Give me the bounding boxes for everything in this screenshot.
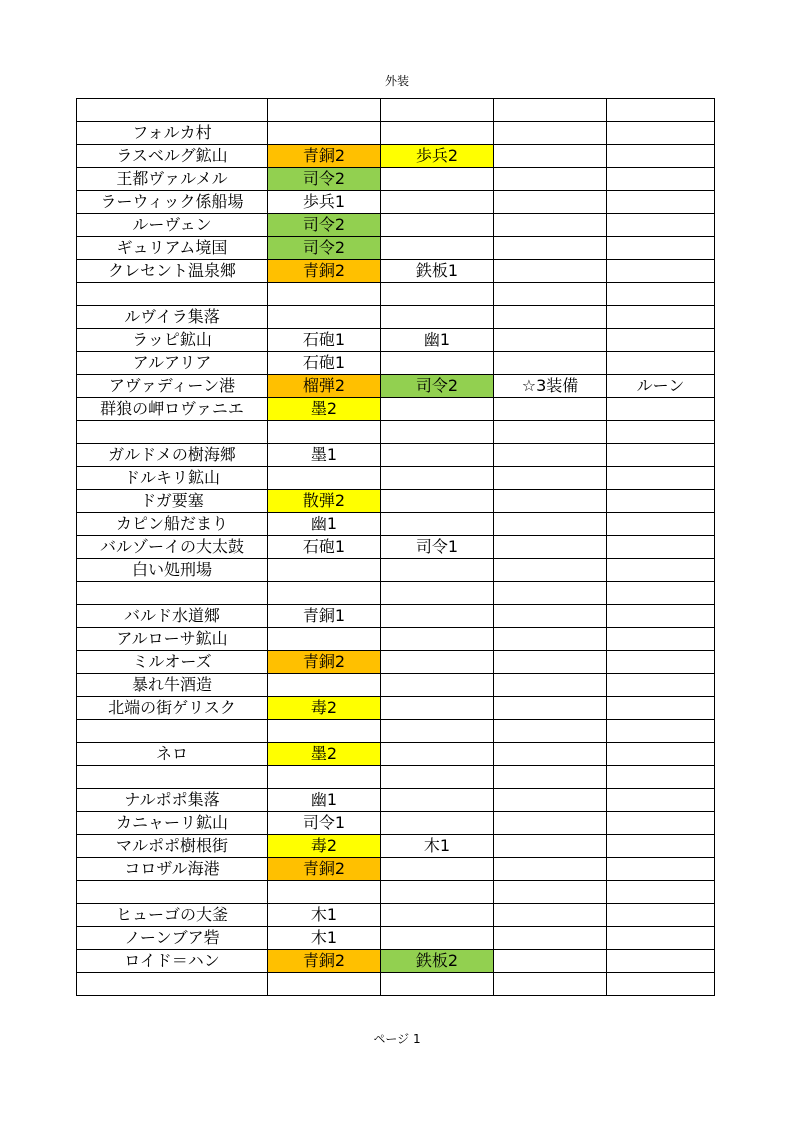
equipment-cell[interactable] [494, 697, 607, 720]
equipment-cell[interactable]: 青銅2 [268, 145, 381, 168]
table-row [77, 651, 715, 674]
equipment-cell[interactable]: 司令1 [268, 812, 381, 835]
equipment-cell[interactable] [494, 352, 607, 375]
location-name-cell[interactable]: コロザル海港 [77, 858, 268, 881]
equipment-cell[interactable] [607, 835, 715, 858]
equipment-cell[interactable]: 木1 [268, 927, 381, 950]
page-footer: ページ 1 [373, 1032, 421, 1046]
equipment-cell[interactable] [494, 444, 607, 467]
equipment-cell[interactable] [381, 605, 494, 628]
table-row [77, 674, 715, 697]
equipment-cell[interactable] [494, 743, 607, 766]
table-row [77, 444, 715, 467]
location-name-cell[interactable]: ネロ [77, 743, 268, 766]
equipment-cell[interactable] [381, 743, 494, 766]
equipment-cell[interactable] [381, 490, 494, 513]
table-row [77, 881, 715, 904]
location-name-cell[interactable]: 群狼の岬ロヴァニエ [77, 398, 268, 421]
equipment-cell[interactable] [607, 605, 715, 628]
table-row [77, 214, 715, 237]
table-row [77, 536, 715, 559]
location-name-cell[interactable]: 王都ヴァルメル [77, 168, 268, 191]
equipment-cell[interactable] [381, 766, 494, 789]
equipment-cell[interactable]: 青銅2 [268, 858, 381, 881]
location-name-cell[interactable] [77, 973, 268, 996]
equipment-cell[interactable] [268, 99, 381, 122]
location-name-cell[interactable]: ドガ要塞 [77, 490, 268, 513]
location-name-cell[interactable]: ヒューゴの大釜 [77, 904, 268, 927]
location-name-cell[interactable] [77, 283, 268, 306]
equipment-cell[interactable] [607, 168, 715, 191]
location-name-cell[interactable]: ギュリアム境国 [77, 237, 268, 260]
equipment-cell[interactable] [607, 628, 715, 651]
location-name-cell[interactable]: ラーウィック係船場 [77, 191, 268, 214]
equipment-cell[interactable]: 歩兵1 [268, 191, 381, 214]
equipment-cell[interactable] [607, 559, 715, 582]
equipment-cell[interactable]: 青銅2 [268, 950, 381, 973]
equipment-cell[interactable] [607, 306, 715, 329]
table-row [77, 306, 715, 329]
table-row [77, 283, 715, 306]
equipment-cell[interactable] [494, 99, 607, 122]
equipment-cell[interactable]: 木1 [268, 904, 381, 927]
equipment-cell[interactable] [607, 651, 715, 674]
equipment-cell[interactable] [494, 674, 607, 697]
location-name-cell[interactable] [77, 881, 268, 904]
equipment-cell[interactable] [381, 881, 494, 904]
equipment-cell[interactable] [494, 858, 607, 881]
table-row [77, 628, 715, 651]
location-name-cell[interactable]: アヴァディーン港 [77, 375, 268, 398]
equipment-cell[interactable]: 司令2 [381, 375, 494, 398]
equipment-cell[interactable] [607, 421, 715, 444]
equipment-cell[interactable] [381, 651, 494, 674]
equipment-table-body [77, 99, 715, 996]
equipment-cell[interactable] [607, 490, 715, 513]
equipment-cell[interactable] [494, 329, 607, 352]
equipment-cell[interactable] [268, 720, 381, 743]
equipment-cell[interactable] [268, 122, 381, 145]
equipment-cell[interactable]: 石砲1 [268, 536, 381, 559]
equipment-cell[interactable] [268, 467, 381, 490]
equipment-cell[interactable] [607, 214, 715, 237]
equipment-cell[interactable] [607, 329, 715, 352]
equipment-cell[interactable] [494, 237, 607, 260]
equipment-cell[interactable] [494, 651, 607, 674]
equipment-cell[interactable] [494, 122, 607, 145]
location-name-cell[interactable]: ラスベルグ鉱山 [77, 145, 268, 168]
equipment-cell[interactable] [494, 927, 607, 950]
equipment-cell[interactable] [381, 858, 494, 881]
table-row [77, 168, 715, 191]
equipment-cell[interactable] [494, 881, 607, 904]
equipment-cell[interactable] [494, 214, 607, 237]
equipment-cell[interactable] [268, 559, 381, 582]
equipment-cell[interactable] [494, 260, 607, 283]
equipment-cell[interactable] [494, 812, 607, 835]
table-row [77, 973, 715, 996]
table-row [77, 513, 715, 536]
location-name-cell[interactable]: アルローサ鉱山 [77, 628, 268, 651]
location-name-cell[interactable]: ラッピ鉱山 [77, 329, 268, 352]
equipment-cell[interactable] [494, 398, 607, 421]
equipment-cell[interactable] [607, 927, 715, 950]
table-row [77, 720, 715, 743]
table-row [77, 812, 715, 835]
location-name-cell[interactable]: ミルオーズ [77, 651, 268, 674]
equipment-cell[interactable] [381, 973, 494, 996]
equipment-cell[interactable] [494, 467, 607, 490]
equipment-cell[interactable] [268, 674, 381, 697]
equipment-cell[interactable] [494, 283, 607, 306]
equipment-cell[interactable] [381, 927, 494, 950]
table-row [77, 835, 715, 858]
table-row [77, 697, 715, 720]
equipment-cell[interactable] [607, 812, 715, 835]
location-name-cell[interactable]: アルアリア [77, 352, 268, 375]
equipment-cell[interactable] [381, 444, 494, 467]
equipment-cell[interactable] [268, 973, 381, 996]
equipment-cell[interactable] [381, 168, 494, 191]
equipment-cell[interactable] [494, 191, 607, 214]
equipment-cell[interactable] [381, 306, 494, 329]
location-name-cell[interactable] [77, 720, 268, 743]
equipment-cell[interactable]: 青銅2 [268, 651, 381, 674]
equipment-cell[interactable]: 青銅2 [268, 260, 381, 283]
equipment-cell[interactable] [268, 881, 381, 904]
equipment-cell[interactable] [494, 145, 607, 168]
equipment-cell[interactable]: 歩兵2 [381, 145, 494, 168]
equipment-cell[interactable] [607, 789, 715, 812]
equipment-cell[interactable]: 石砲1 [268, 329, 381, 352]
equipment-cell[interactable]: 木1 [381, 835, 494, 858]
equipment-cell[interactable] [381, 99, 494, 122]
equipment-cell[interactable] [607, 582, 715, 605]
equipment-cell[interactable]: 司令1 [381, 536, 494, 559]
equipment-cell[interactable] [381, 720, 494, 743]
equipment-cell[interactable]: 散弾2 [268, 490, 381, 513]
equipment-cell[interactable]: 墨2 [268, 743, 381, 766]
equipment-cell[interactable] [381, 812, 494, 835]
table-row [77, 605, 715, 628]
equipment-cell[interactable] [607, 513, 715, 536]
equipment-cell[interactable]: 石砲1 [268, 352, 381, 375]
equipment-cell[interactable] [494, 168, 607, 191]
equipment-cell[interactable] [268, 766, 381, 789]
table-row [77, 858, 715, 881]
equipment-cell[interactable] [607, 881, 715, 904]
equipment-cell[interactable] [494, 789, 607, 812]
equipment-cell[interactable] [268, 306, 381, 329]
table-row [77, 375, 715, 398]
equipment-cell[interactable] [268, 421, 381, 444]
equipment-cell[interactable] [494, 766, 607, 789]
equipment-cell[interactable] [494, 513, 607, 536]
equipment-cell[interactable]: 墨2 [268, 398, 381, 421]
equipment-cell[interactable] [381, 122, 494, 145]
location-name-cell[interactable]: ロイド＝ハン [77, 950, 268, 973]
table-row [77, 766, 715, 789]
equipment-cell[interactable]: 毒2 [268, 697, 381, 720]
table-row [77, 237, 715, 260]
equipment-cell[interactable] [381, 582, 494, 605]
page-header: 外装 [384, 74, 409, 88]
equipment-cell[interactable] [607, 99, 715, 122]
equipment-cell[interactable] [268, 628, 381, 651]
equipment-cell[interactable] [607, 191, 715, 214]
equipment-cell[interactable] [607, 444, 715, 467]
location-name-cell[interactable]: カニャーリ鉱山 [77, 812, 268, 835]
equipment-cell[interactable] [607, 904, 715, 927]
equipment-cell[interactable] [381, 513, 494, 536]
equipment-cell[interactable] [381, 559, 494, 582]
location-name-cell[interactable]: 白い処刑場 [77, 559, 268, 582]
equipment-cell[interactable] [494, 421, 607, 444]
location-name-cell[interactable]: バルド水道郷 [77, 605, 268, 628]
table-row [77, 927, 715, 950]
table-row [77, 398, 715, 421]
equipment-cell[interactable] [607, 950, 715, 973]
equipment-cell[interactable] [607, 973, 715, 996]
equipment-cell[interactable] [381, 191, 494, 214]
equipment-cell[interactable] [494, 904, 607, 927]
equipment-cell[interactable] [607, 858, 715, 881]
equipment-cell[interactable] [381, 421, 494, 444]
equipment-cell[interactable]: 幽1 [268, 789, 381, 812]
equipment-cell[interactable] [607, 674, 715, 697]
equipment-cell[interactable] [607, 283, 715, 306]
location-name-cell[interactable]: ガルドメの樹海郷 [77, 444, 268, 467]
equipment-cell[interactable] [268, 283, 381, 306]
equipment-cell[interactable] [381, 214, 494, 237]
equipment-cell[interactable] [494, 582, 607, 605]
table-row [77, 99, 715, 122]
equipment-cell[interactable] [381, 789, 494, 812]
equipment-cell[interactable]: 青銅1 [268, 605, 381, 628]
equipment-cell[interactable] [607, 122, 715, 145]
equipment-cell[interactable] [494, 490, 607, 513]
table-row [77, 559, 715, 582]
table-row [77, 582, 715, 605]
equipment-cell[interactable] [607, 766, 715, 789]
table-row [77, 904, 715, 927]
equipment-cell[interactable]: 幽1 [268, 513, 381, 536]
equipment-cell[interactable]: 司令2 [268, 237, 381, 260]
location-name-cell[interactable]: ルヴイラ集落 [77, 306, 268, 329]
equipment-cell[interactable]: 司令2 [268, 168, 381, 191]
equipment-cell[interactable] [381, 674, 494, 697]
equipment-cell[interactable] [607, 237, 715, 260]
equipment-cell[interactable] [494, 628, 607, 651]
equipment-cell[interactable] [607, 260, 715, 283]
location-name-cell[interactable]: ドルキリ鉱山 [77, 467, 268, 490]
equipment-cell[interactable] [494, 605, 607, 628]
location-name-cell[interactable]: ノーンブア砦 [77, 927, 268, 950]
table-row [77, 191, 715, 214]
equipment-cell[interactable] [494, 559, 607, 582]
equipment-cell[interactable] [494, 950, 607, 973]
location-name-cell[interactable]: ルーヴェン [77, 214, 268, 237]
location-name-cell[interactable]: フォルカ村 [77, 122, 268, 145]
location-name-cell[interactable] [77, 766, 268, 789]
table-row [77, 789, 715, 812]
equipment-cell[interactable] [494, 835, 607, 858]
location-name-cell[interactable] [77, 582, 268, 605]
location-name-cell[interactable] [77, 99, 268, 122]
table-row [77, 743, 715, 766]
location-name-cell[interactable]: 北端の街ゲリスク [77, 697, 268, 720]
table-row [77, 329, 715, 352]
equipment-cell[interactable]: 幽1 [381, 329, 494, 352]
equipment-cell[interactable] [381, 398, 494, 421]
equipment-cell[interactable]: 司令2 [268, 214, 381, 237]
table-row [77, 260, 715, 283]
equipment-cell[interactable] [607, 398, 715, 421]
equipment-cell[interactable] [381, 628, 494, 651]
equipment-cell[interactable]: 榴弾2 [268, 375, 381, 398]
equipment-cell[interactable] [607, 145, 715, 168]
table-row [77, 122, 715, 145]
equipment-cell[interactable] [494, 306, 607, 329]
location-name-cell[interactable]: 暴れ牛酒造 [77, 674, 268, 697]
equipment-cell[interactable] [607, 720, 715, 743]
table-row [77, 467, 715, 490]
equipment-cell[interactable] [381, 352, 494, 375]
table-row [77, 490, 715, 513]
location-name-cell[interactable]: クレセント温泉郷 [77, 260, 268, 283]
equipment-cell[interactable] [381, 283, 494, 306]
location-name-cell[interactable]: ナルポポ集落 [77, 789, 268, 812]
equipment-cell[interactable] [607, 467, 715, 490]
equipment-cell[interactable] [268, 582, 381, 605]
equipment-cell[interactable]: 毒2 [268, 835, 381, 858]
table-row [77, 352, 715, 375]
equipment-cell[interactable] [494, 973, 607, 996]
location-name-cell[interactable] [77, 421, 268, 444]
location-name-cell[interactable]: カピン船だまり [77, 513, 268, 536]
location-name-cell[interactable]: バルゾーイの大太鼓 [77, 536, 268, 559]
equipment-cell[interactable] [494, 720, 607, 743]
equipment-cell[interactable] [381, 467, 494, 490]
location-name-cell[interactable]: マルポポ樹根街 [77, 835, 268, 858]
equipment-cell[interactable] [494, 536, 607, 559]
table-row [77, 421, 715, 444]
equipment-table [76, 98, 715, 996]
equipment-cell[interactable] [381, 904, 494, 927]
equipment-cell[interactable] [607, 697, 715, 720]
equipment-cell[interactable]: ルーン [607, 375, 715, 398]
equipment-cell[interactable]: 墨1 [268, 444, 381, 467]
equipment-cell[interactable] [381, 697, 494, 720]
table-row [77, 950, 715, 973]
equipment-cell[interactable]: 鉄板1 [381, 260, 494, 283]
equipment-cell[interactable]: ☆3装備 [494, 375, 607, 398]
table-row [77, 145, 715, 168]
equipment-cell[interactable]: 鉄板2 [381, 950, 494, 973]
equipment-cell[interactable] [607, 352, 715, 375]
equipment-cell[interactable] [607, 743, 715, 766]
equipment-cell[interactable] [607, 536, 715, 559]
equipment-cell[interactable] [381, 237, 494, 260]
